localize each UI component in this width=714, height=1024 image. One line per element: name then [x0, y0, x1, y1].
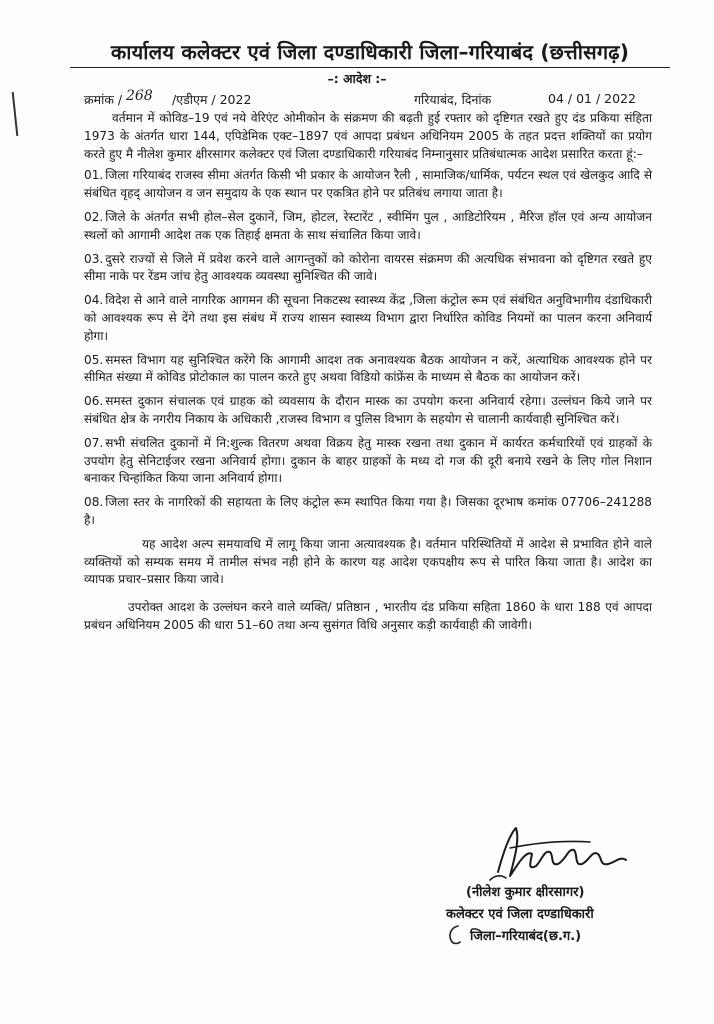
reference-line [84, 88, 644, 109]
order-body [84, 110, 652, 635]
penalty-paragraph: उपरोक्त आदश के उल्लंघन करने वाले व्यक्ति/ प्रतिष्ठान , भारतीय दंड प्रकिया सहिता 1860 के धारा 188 एवं आपदा प्रबंधन अधिनियम 2005 की धारा 51–60 तथा अन्य सुसंगत विधि अनुसार कड़ी कार्यवाही की जावेगी। [84, 600, 652, 632]
point-number: 01. [84, 168, 104, 183]
ref-suffix: /एडीएम / 2022 [172, 92, 252, 107]
order-point [84, 209, 652, 245]
urgency-paragraph: यह आदेश अल्प समयावधि में लागू किया जाना अत्यावश्यक है। वर्तमान परिस्थितियों में आदेश से प्रभावित होने वाले व्यक्तियों को सम्यक समय में तामील संभव नही होने के कारण यह आदेश एकपक्षीय रूप से पारित किया जाता है। आदेश का व्यापक प्रचार–प्रसार किया जावे। [84, 536, 652, 587]
order-point [84, 251, 652, 287]
point-number: 04. [84, 293, 104, 308]
point-number: 08. [84, 495, 104, 510]
point-text: दुसरे राज्यों से जिले में प्रवेश करने वाले आगन्तुकों को कोरोना वायरस संक्रमण की अत्यधिक संभावना को दृष्टिगत रखते हुए सीमा नाके पर रेंडम जांच हेतु आवश्यक व्यवस्था सुनिश्चित की जावे। [84, 251, 652, 284]
point-number: 06. [84, 394, 104, 409]
ref-place-date-label: गरियाबंद, दिनांक [414, 92, 492, 107]
margin-pen-mark [12, 92, 19, 136]
point-text: सभी संचलित दुकानों में नि:शुल्क वितरण अथवा विक्रय हेतु मास्क रखना तथा दुकान में कार्यरत कर्मचारियों एवं ग्राहकों के उपयोग हेतु सेनिटाईजर रखना अनिवार्य होगा। दुकान के बाहर ग्राहकों के मध्य दो गज की दूरी बनाये रखने के लिए गोल निशान बनाकर चिन्हांकित किया जाना अनिवार्य होगा। [84, 435, 652, 486]
ref-label: क्रमांक / [84, 92, 123, 107]
point-number: 02. [84, 209, 104, 224]
order-point [84, 494, 652, 530]
point-text: जिला गरियाबंद राजस्व सीमा अंतर्गत किसी भी प्रकार के आयोजन रैली , सामाजिक/धार्मिक, पर्यटन स्थल एवं खेलकुद आदि से संबंधित वृहद् आयोजन व जन समुदाय के एक स्थान पर एकत्रित होने पर प्रतिबंध लगाया जाता है। [84, 168, 652, 201]
signatory-name: (नीलेश कुमार क्षीरसागर) [466, 885, 585, 900]
order-point [84, 292, 652, 345]
signatory-designation: कलेक्टर एवं जिला दण्डाधिकारी [446, 907, 594, 922]
order-point [84, 393, 652, 429]
pen-hook-mark [444, 922, 464, 946]
point-number: 03. [84, 251, 104, 266]
point-number: 07. [84, 435, 104, 450]
point-number: 05. [84, 352, 104, 367]
order-points-list [84, 167, 652, 529]
ref-date: 04 / 01 / 2022 [548, 91, 636, 106]
point-text: समस्त दुकान संचालक एवं ग्राहक को व्यवसाय के दौरान मास्क का उपयोग करना अनिवार्य रहेगा। उल्लंघन किये जाने पर संबंधित क्षेत्र के नगरीय निकाय के अधिकारी ,राजस्व विभाग व पुलिस विभाग के सहयोग से चालानी कार्यवाही सुनिश्चित करें। [84, 394, 652, 426]
signatory-place: जिला–गरियाबंद(छ.ग.) [470, 929, 582, 944]
handwritten-signature [470, 820, 640, 890]
order-point [84, 435, 652, 488]
office-title: कार्यालय कलेक्टर एवं जिला दण्डाधिकारी जिला–गरियाबंद (छत्तीसगढ़) [70, 38, 670, 68]
point-text: जिला स्तर के नागरिकों की सहायता के लिए कंट्रोल रूम स्थापित किया गया है। जिसका दूरभाष कमांक 07706–241288 है। [84, 495, 652, 527]
intro-paragraph: वर्तमान में कोविड–19 एवं नये वेरिएंट ओमीकोन के संक्रमण की बढ़ती हुई रफ्तार को दृष्टिगत रखते हुए दंड प्रकिया संहिता 1973 के अंतर्गत धारा 144, एपिडेमिक एक्ट–1897 एवं आपदा प्रबंधन अधिनियम 2005 के तहत प्रदत्त शक्तियों का प्रयोग करते हुए मै नीलेश कुमार क्षीरसागर कलेक्टर एवं जिला दण्डाधिकारी गरियाबंद निम्नानुसार प्रतिबंधात्मक आदेश प्रसारित करता हूं:– [84, 111, 652, 161]
point-text: समस्त विभाग यह सुनिश्चित करेंगे कि आगामी आदश तक अनावश्यक बैठक आयोजन न करें, अत्याधिक आवश्यक होने पर सीमित संख्या में कोविड प्रोटोकाल का पालन करते हुए अथवा विडियो कांफ्रेंस के माध्यम से बैठक का आयोजन करें। [84, 352, 652, 385]
ref-number: 268 [126, 88, 153, 104]
point-text: विदेश से आने वाले नागरिक आगमन की सूचना निकटस्थ स्वास्थ्य केंद्र ,जिला कंट्रोल रूम एवं संबंधित अनुविभागीय दंडाधिकारी को आवश्यक रूप से देंगे तथा इस संबंध में राज्य शासन स्वास्थ्य विभाग द्वारा निर्धारित कोविड नियमों का पालन करना अनिवार्य होगा। [84, 293, 652, 343]
order-point [84, 352, 652, 388]
order-point [84, 167, 652, 203]
point-text: जिले के अंतर्गत सभी होल–सेल दुकानें, जिम, होटल, रेस्टारेंट , स्वीमिंग पुल , आडिटोरियम , मैरिज हॉल एवं अन्य आयोजन स्थलों को आगामी आदेश तक एक तिहाई क्षमता के साथ संचालित किया जावे। [84, 209, 652, 242]
order-heading: –: आदेश :– [327, 71, 387, 86]
